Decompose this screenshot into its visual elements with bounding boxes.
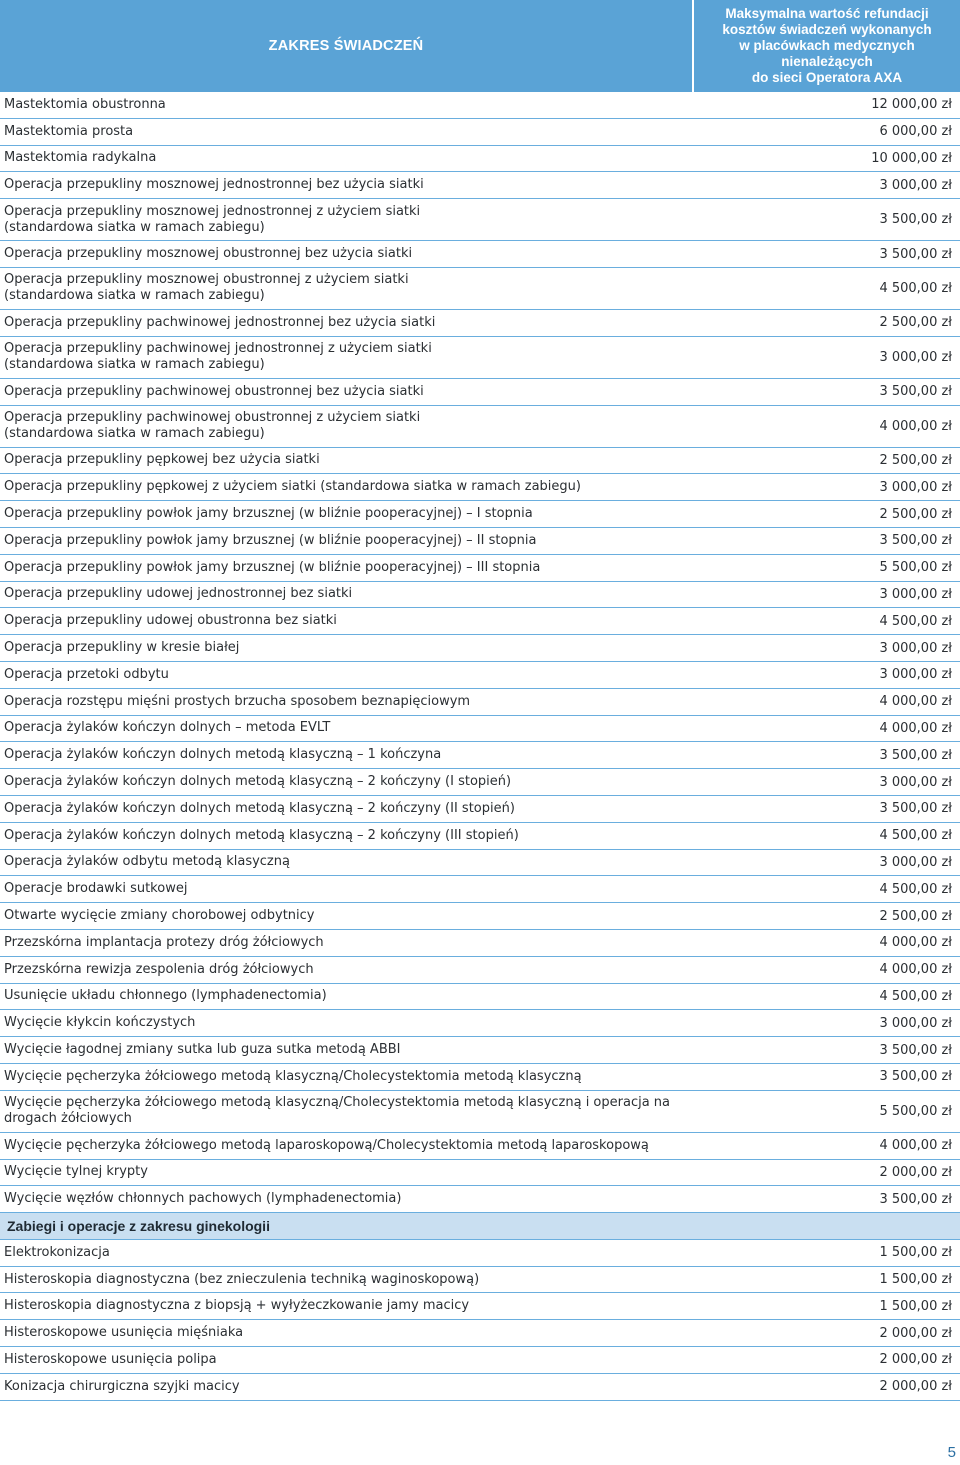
refund-amount: 4 500,00 zł [879,881,952,897]
refund-amount: 1 500,00 zł [879,1272,952,1288]
table-row [0,199,960,241]
procedure-name: Operacja żylaków odbytu metodą klasyczną [4,854,290,870]
procedure-name: Wycięcie pęcherzyka żółciowego metodą laparoskopową/Cholecystektomia metodą laparoskopową [4,1137,649,1153]
procedure-name: Operacja przepukliny mosznowej jednostronnej bez użycia siatki [4,177,424,193]
refund-amount: 4 000,00 zł [879,418,952,434]
table-row [0,310,960,337]
procedure-name: Operacja rozstępu mięśni prostych brzucha sposobem beznapięciowym [4,693,471,709]
column-header-line: do sieci Operatora AXA [751,70,903,85]
refund-amount: 3 500,00 zł [879,533,952,549]
table-row [0,689,960,716]
refund-amount: 4 000,00 zł [879,720,952,736]
table-row [0,119,960,146]
refund-amount: 4 500,00 zł [879,613,952,629]
table-row [0,146,960,173]
procedure-name: Operacja przepukliny pępkowej bez użycia siatki [4,452,320,468]
section-title: Zabiegi i operacje z zakresu ginekologii [7,1217,270,1234]
refund-amount: 3 000,00 zł [879,640,952,656]
table-row [0,1064,960,1091]
refund-amount: 4 500,00 zł [879,988,952,1004]
section-header-row [0,1213,960,1240]
column-header-line: nienależących [781,54,873,69]
refund-amount: 3 000,00 zł [879,1015,952,1031]
procedure-name: Operacja żylaków kończyn dolnych metodą klasyczną – 2 kończyny (III stopień) [4,827,519,843]
refund-amount: 2 500,00 zł [879,908,952,924]
table-row [0,1267,960,1294]
refund-amount: 4 000,00 zł [879,935,952,951]
refund-amount: 3 500,00 zł [879,801,952,817]
procedure-name: Mastektomia obustronna [4,96,166,112]
table-row [0,92,960,119]
procedure-name: Operacja żylaków kończyn dolnych metodą klasyczną – 1 kończyna [4,747,442,763]
table-row [0,984,960,1011]
table-row [0,1240,960,1267]
procedure-name: Przezskórna rewizja zespolenia dróg żółciowych [4,961,314,977]
refund-amount: 1 500,00 zł [879,1245,952,1261]
procedure-name: Operacja przepukliny mosznowej obustronnej bez użycia siatki [4,246,413,262]
procedure-name: Operacja przepukliny pachwinowej jednostronnej z użyciem siatki (standardowa siatka w ramach zabiegu) [4,341,432,373]
table-row [0,823,960,850]
table-row [0,1010,960,1037]
procedure-name: Przezskórna implantacja protezy dróg żółciowych [4,934,324,950]
column-header-max-refund [694,0,960,92]
refund-amount: 3 000,00 zł [879,479,952,495]
table-row [0,930,960,957]
procedure-name: Operacja przepukliny powłok jamy brzusznej (w bliźnie pooperacyjnej) – II stopnia [4,532,537,548]
refund-amount: 6 000,00 zł [879,124,952,140]
procedure-name: Operacja przepukliny mosznowej jednostronnej z użyciem siatki (standardowa siatka w ramach zabiegu) [4,203,421,235]
benefits-table [0,92,960,1401]
procedure-name: Usunięcie układu chłonnego (lymphadenectomia) [4,988,327,1004]
refund-amount: 1 500,00 zł [879,1298,952,1314]
table-row [0,172,960,199]
procedure-name: Wycięcie pęcherzyka żółciowego metodą klasyczną/Cholecystektomia metodą klasyczną [4,1068,582,1084]
procedure-name: Mastektomia prosta [4,123,134,139]
procedure-name: Operacja żylaków kończyn dolnych – metoda EVLT [4,720,331,736]
refund-amount: 3 000,00 zł [879,774,952,790]
procedure-name: Konizacja chirurgiczna szyjki macicy [4,1378,240,1394]
procedure-name: Operacja przepukliny powłok jamy brzusznej (w bliźnie pooperacyjnej) – I stopnia [4,506,533,522]
table-row [0,555,960,582]
refund-amount: 3 000,00 zł [879,586,952,602]
table-row [0,474,960,501]
refund-amount: 2 500,00 zł [879,506,952,522]
procedure-name: Operacja przepukliny pachwinowej obustronnej bez użycia siatki [4,383,424,399]
procedure-name: Operacja przepukliny udowej jednostronnej bez siatki [4,586,353,602]
procedure-name: Histeroskopowe usunięcia mięśniaka [4,1325,244,1341]
refund-amount: 3 000,00 zł [879,854,952,870]
table-row [0,1320,960,1347]
table-row [0,850,960,877]
table-header [0,0,960,92]
procedure-name: Operacja przepukliny w kresie białej [4,640,240,656]
table-row [0,957,960,984]
table-row [0,716,960,743]
refund-amount: 12 000,00 zł [871,97,952,113]
table-row [0,1347,960,1374]
procedure-name: Wycięcie pęcherzyka żółciowego metodą klasyczną/Cholecystektomia metodą klasyczną i operacja na drogach żółciowych [4,1095,671,1127]
refund-amount: 3 000,00 zł [879,349,952,365]
table-row [0,876,960,903]
procedure-name: Histeroskopia diagnostyczna (bez znieczulenia techniką waginoskopową) [4,1271,480,1287]
procedure-name: Operacja żylaków kończyn dolnych metodą klasyczną – 2 kończyny (II stopień) [4,800,515,816]
procedure-name: Elektrokonizacja [4,1244,110,1260]
refund-amount: 4 500,00 zł [879,280,952,296]
refund-amount: 4 000,00 zł [879,694,952,710]
refund-amount: 2 000,00 zł [879,1164,952,1180]
refund-amount: 2 000,00 zł [879,1325,952,1341]
refund-amount: 2 000,00 zł [879,1379,952,1395]
procedure-name: Operacja przetoki odbytu [4,666,169,682]
procedure-name: Operacja przepukliny pępkowej z użyciem siatki (standardowa siatka w ramach zabiegu) [4,479,581,495]
refund-amount: 2 500,00 zł [879,452,952,468]
table-row [0,1160,960,1187]
refund-amount: 3 500,00 zł [879,1042,952,1058]
table-row [0,635,960,662]
table-row [0,379,960,406]
column-header-line: Maksymalna wartość refundacji [725,6,929,21]
column-header-line: w placówkach medycznych [739,38,915,53]
table-row [0,1037,960,1064]
refund-amount: 2 500,00 zł [879,315,952,331]
table-row [0,1186,960,1213]
table-row [0,406,960,448]
procedure-name: Histeroskopia diagnostyczna z biopsją + wyłyżeczkowanie jamy macicy [4,1298,470,1314]
procedure-name: Operacja przepukliny pachwinowej jednostronnej bez użycia siatki [4,314,436,330]
refund-amount: 4 000,00 zł [879,962,952,978]
refund-amount: 10 000,00 zł [871,150,952,166]
table-row [0,1091,960,1133]
procedure-name: Operacja przepukliny mosznowej obustronnej z użyciem siatki (standardowa siatka w ramach zabiegu) [4,272,409,304]
column-header-line: kosztów świadczeń wykonanych [722,22,932,37]
refund-amount: 5 500,00 zł [879,1103,952,1119]
table-row [0,337,960,379]
procedure-name: Wycięcie łagodnej zmiany sutka lub guza sutka metodą ABBI [4,1042,401,1057]
refund-amount: 3 500,00 zł [879,212,952,228]
refund-amount: 2 000,00 zł [879,1352,952,1368]
table-row [0,448,960,475]
procedure-name: Mastektomia radykalna [4,150,157,166]
procedure-name: Operacja przepukliny udowej obustronna bez siatki [4,613,337,629]
refund-amount: 4 000,00 zł [879,1138,952,1154]
refund-amount: 3 500,00 zł [879,1191,952,1207]
refund-amount: 3 500,00 zł [879,1069,952,1085]
table-row [0,1133,960,1160]
table-row [0,241,960,268]
refund-amount: 3 500,00 zł [879,246,952,262]
procedure-name: Operacje brodawki sutkowej [4,881,188,897]
table-row [0,662,960,689]
table-row [0,582,960,609]
procedure-name: Wycięcie tylnej krypty [4,1164,148,1180]
procedure-name: Wycięcie węzłów chłonnych pachowych (lymphadenectomia) [4,1191,402,1207]
procedure-name: Histeroskopowe usunięcia polipa [4,1351,217,1367]
refund-amount: 3 500,00 zł [879,384,952,400]
refund-amount: 3 500,00 zł [879,747,952,763]
procedure-name: Operacja przepukliny powłok jamy brzusznej (w bliźnie pooperacyjnej) – III stopnia [4,559,541,575]
column-header-scope [0,0,692,92]
table-row [0,528,960,555]
procedure-name: Otwarte wycięcie zmiany chorobowej odbytnicy [4,908,315,924]
table-row [0,1374,960,1401]
table-row [0,608,960,635]
table-row [0,769,960,796]
refund-amount: 4 500,00 zł [879,828,952,844]
column-header-scope-label: ZAKRES ŚWIADCZEŃ [268,38,424,54]
page-number: 5 [947,1444,956,1461]
table-row [0,501,960,528]
procedure-name: Operacja przepukliny pachwinowej obustronnej z użyciem siatki (standardowa siatka w ramach zabiegu) [4,410,421,442]
table-row [0,1293,960,1320]
procedure-name: Wycięcie kłykcin kończystych [4,1015,196,1031]
refund-amount: 5 500,00 zł [879,560,952,576]
table-row [0,903,960,930]
table-row [0,796,960,823]
table-row [0,268,960,310]
refund-amount: 3 000,00 zł [879,177,952,193]
procedure-name: Operacja żylaków kończyn dolnych metodą klasyczną – 2 kończyny (I stopień) [4,774,512,790]
table-row [0,742,960,769]
refund-amount: 3 000,00 zł [879,667,952,683]
